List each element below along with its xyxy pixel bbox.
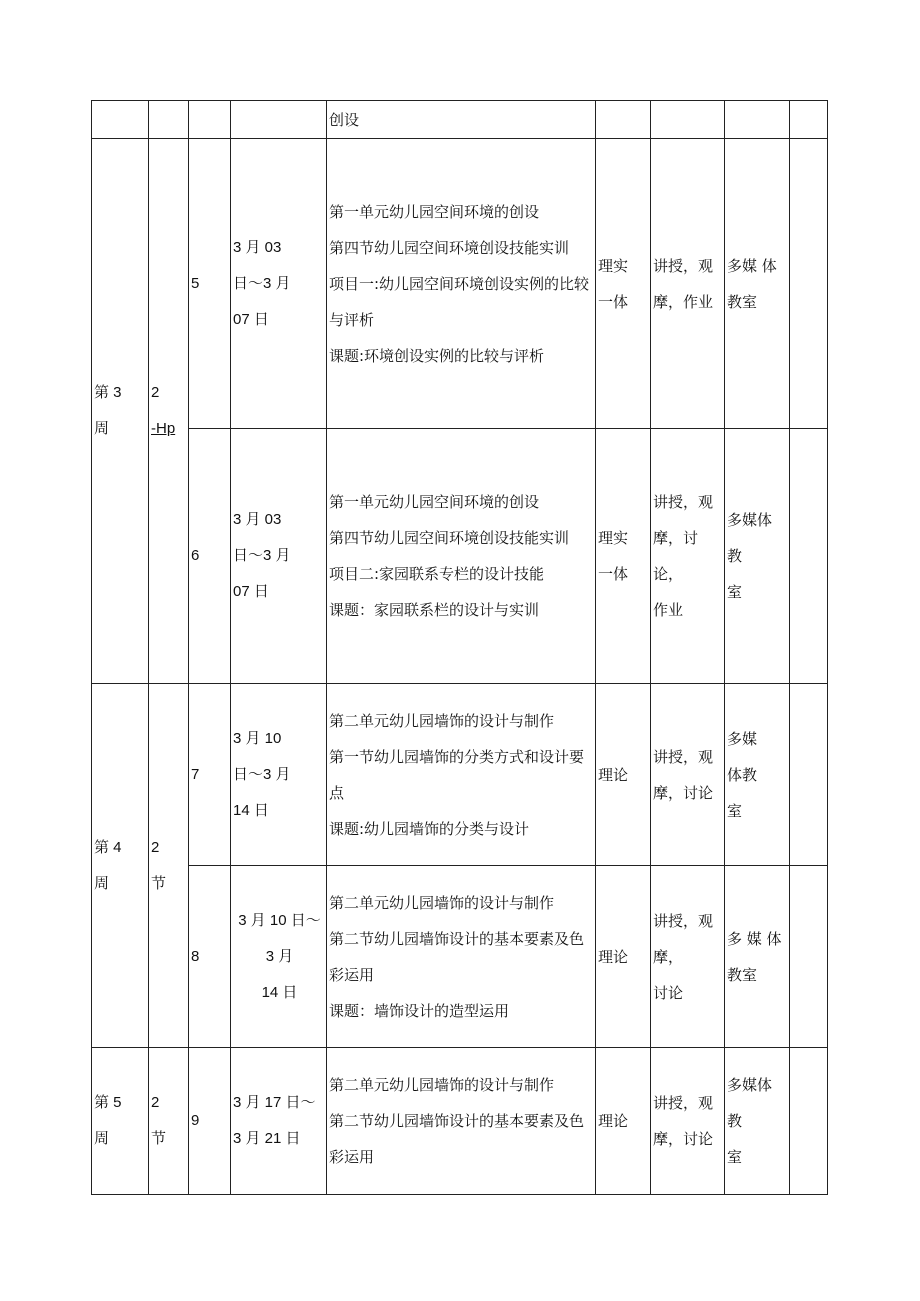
venue-cell: 多 媒 体 教室 [725,866,790,1048]
lesson-number-cell: 6 [189,429,231,684]
note-cell [790,684,828,866]
lesson-number-cell [189,101,231,139]
lesson-number-cell: 7 [189,684,231,866]
type-cell: 理论 [596,684,651,866]
note-cell [790,101,828,139]
content-cell: 第一单元幼儿园空间环境的创设 第四节幼儿园空间环境创设技能实训 项目一:幼儿园空间环境创设实例的比较与评析 课题:环境创设实例的比较与评析 [327,139,596,429]
venue-cell [725,101,790,139]
method-cell: 讲授，观 摩，作业 [651,139,725,429]
week-cell: 第 5 周 [92,1048,149,1195]
date-cell [231,101,327,139]
date-cell: 3 月 10 日～ 3 月 14 日 [231,866,327,1048]
date-cell: 3 月 03 日～3 月 07 日 [231,429,327,684]
week-cell: 第 4 周 [92,684,149,1048]
method-cell: 讲授，观 摩， 讨论 [651,866,725,1048]
table-row [92,1048,828,1195]
venue-cell: 多媒体 教 室 [725,1048,790,1195]
content-cell: 第二单元幼儿园墙饰的设计与制作 第二节幼儿园墙饰设计的基本要素及色彩运用 [327,1048,596,1195]
hours-cell [149,101,189,139]
table-row [92,866,828,1048]
hours-cell: 2 节 [149,684,189,1048]
type-cell [596,101,651,139]
content-cell: 第二单元幼儿园墙饰的设计与制作 第二节幼儿园墙饰设计的基本要素及色彩运用 课题：墙饰设计的造型运用 [327,866,596,1048]
venue-cell: 多媒 体教 室 [725,684,790,866]
type-cell: 理论 [596,866,651,1048]
hours-suffix: -Hp [151,420,176,437]
method-cell: 讲授，观 摩，讨论 [651,684,725,866]
table-row [92,101,828,139]
hours-value: 2 [151,384,160,401]
method-cell: 讲授，观 摩，讨论， 作业 [651,429,725,684]
hours-cell [149,139,189,684]
type-cell: 理实 一体 [596,139,651,429]
lesson-number-cell: 9 [189,1048,231,1195]
content-cell: 第一单元幼儿园空间环境的创设 第四节幼儿园空间环境创设技能实训 项目二:家园联系专栏的设计技能 课题：家园联系栏的设计与实训 [327,429,596,684]
note-cell [790,866,828,1048]
note-cell [790,429,828,684]
type-cell: 理论 [596,1048,651,1195]
content-cell: 第二单元幼儿园墙饰的设计与制作 第一节幼儿园墙饰的分类方式和设计要点 课题:幼儿园墙饰的分类与设计 [327,684,596,866]
week-cell: 第 3 周 [92,139,149,684]
week-cell [92,101,149,139]
venue-cell: 多媒体 教 室 [725,429,790,684]
venue-cell: 多媒 体 教室 [725,139,790,429]
table-row [92,684,828,866]
date-cell: 3 月 03 日～3 月 07 日 [231,139,327,429]
table-row [92,429,828,684]
lesson-number-cell: 8 [189,866,231,1048]
date-cell: 3 月 17 日～ 3 月 21 日 [231,1048,327,1195]
hours-cell: 2 节 [149,1048,189,1195]
type-cell: 理实 一体 [596,429,651,684]
method-cell [651,101,725,139]
schedule-table [91,100,828,1195]
note-cell [790,1048,828,1195]
table-row [92,139,828,429]
content-cell: 创设 [327,101,596,139]
lesson-number-cell: 5 [189,139,231,429]
note-cell [790,139,828,429]
date-cell: 3 月 10 日～3 月 14 日 [231,684,327,866]
method-cell: 讲授，观 摩，讨论 [651,1048,725,1195]
